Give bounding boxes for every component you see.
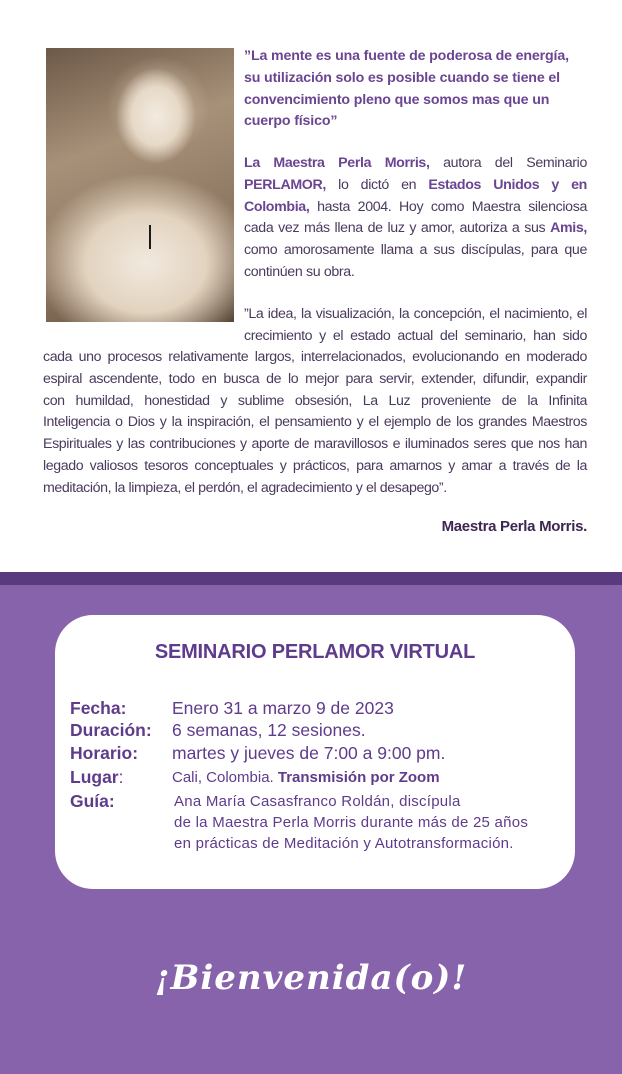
intro-name: La Maestra Perla Morris, [244, 155, 430, 171]
story-line: ”La idea, la visualización, la concepción, el nacimiento, el [244, 306, 587, 322]
lugar-city: Cali, Colombia. [172, 769, 278, 786]
story-line: espiral ascendente, todo en busca de lo mejor para servir, extender, difundir, expandir [43, 370, 587, 387]
story-line: meditación, la limpieza, el perdón, el agradecimiento y el desapego”. [43, 479, 447, 496]
intro-text: como amorosamente llama a sus discípulas, para que continúen su obra. [244, 242, 587, 280]
lugar-label [70, 767, 124, 788]
quote-line: ”La mente es una fuente de poderosa de energía, [244, 48, 569, 64]
story-line: cada uno procesos relativamente largos, interrelacionados, evolucionando en moderado [43, 349, 587, 365]
signature: Maestra Perla Morris. [441, 518, 587, 535]
guia-line: Ana María Casasfranco Roldán, discípula [174, 793, 461, 810]
guia-value [174, 791, 528, 854]
duracion-value: 6 semanas, 12 sesiones. [172, 720, 366, 740]
quote-line: convencimiento pleno que somos mas que un [244, 91, 550, 108]
intro-text: lo dictó en [325, 176, 429, 193]
guia-line: en prácticas de Meditación y Autotransformación. [174, 835, 514, 852]
intro-text: autora del Seminario [429, 155, 587, 171]
divider-band [0, 572, 622, 585]
card-title: SEMINARIO PERLAMOR VIRTUAL [154, 641, 476, 663]
intro-amis: Amis, [550, 220, 587, 237]
fecha-value: Enero 31 a marzo 9 de 2023 [172, 698, 394, 718]
story-paragraph-top [244, 304, 587, 348]
story-line: Espirituales y las contribuciones y aporte de maravillosos e iluminados seres que nos han [43, 436, 587, 453]
story-line: Inteligencia o Dios y la inspiración, el pensamiento y el ejemplo de los grandes Maestros [43, 414, 587, 431]
fecha-label: Fecha: [70, 698, 127, 718]
lugar-value [172, 769, 440, 786]
guia-label: Guía: [70, 791, 115, 811]
intro-paragraph [244, 153, 587, 284]
intro-text: hasta 2004. Hoy como Maestra silenciosa cada vez más llena de luz y amor, autoriza a sus [244, 198, 587, 237]
text-cursor-mark [149, 225, 151, 249]
lugar-zoom: Transmisión por Zoom [277, 769, 440, 786]
quote-line: cuerpo físico” [244, 113, 338, 130]
lugar-label-text: Lugar [70, 767, 119, 787]
duracion-label: Duración: [70, 720, 152, 740]
intro-seminar: PERLAMOR, [244, 176, 326, 193]
horario-value: martes y jueves de 7:00 a 9:00 pm. [172, 743, 446, 763]
welcome-text: ¡Bienvenida(o)! [154, 958, 468, 998]
quote-line: su utilización solo es posible cuando se tiene el [244, 69, 560, 86]
portrait-photo [46, 48, 234, 322]
story-paragraph [43, 347, 587, 500]
story-line: legado valiosos tesoros conceptuales y prácticos, para amarnos y amar a través de la [43, 457, 587, 474]
intro-countries: Estados Unidos y en Colombia, [244, 176, 587, 215]
story-line: con humildad, honestidad y sublime obsesión, La Luz proveniente de la Infinita [43, 392, 587, 409]
guia-line: de la Maestra Perla Morris durante más de 25 años [174, 814, 529, 831]
seminar-info-card [55, 615, 575, 889]
story-line: crecimiento y el estado actual del seminario, han sido [244, 327, 587, 344]
lugar-colon: : [118, 767, 124, 787]
opening-quote [244, 46, 587, 133]
horario-label: Horario: [70, 743, 139, 763]
